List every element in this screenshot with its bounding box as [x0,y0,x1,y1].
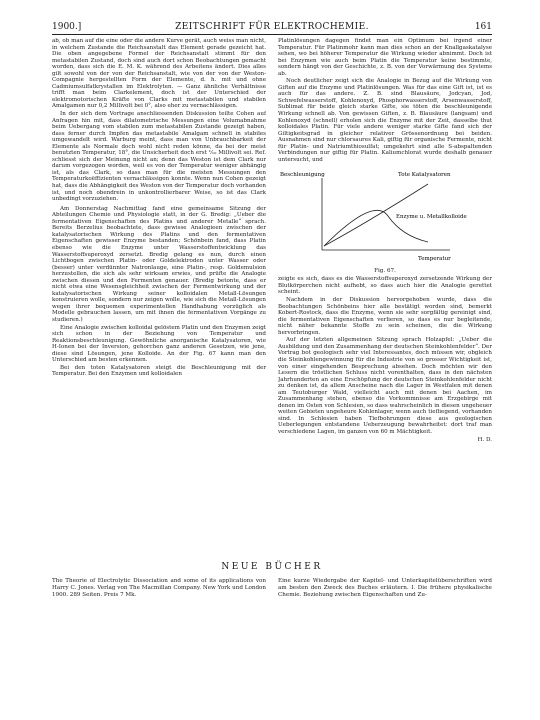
page-number: 161 [474,22,492,32]
paragraph: Am Donnerstag Nachmittag fand eine gemeinsame Sitzung der Abteilungen Chemie und Physiologie statt, in der G. Bredig: „Ueber die fermentativen Eigenschaften des Platins und anderer Metalle“ sprach. Bereits Berzelius beobachtete, dass gewisse Analogieen zwischen der katalysatorischen Wirkung des Platins und den fermentativen Eigenschaften gewisser Enzyme bestanden; Schönbein fand, dass Platin ebenso wie die Enzyme unter Wasserstoffentwicklung das Wasserstoffsuperoxyd zersetzt. Bredig gelang es nun, durch einen Lichtbogen zwischen Platin- oder Goldelektroden unter Wasser oder (besser) unter verdünnter Natronlauge, eine Platin-, resp. Goldemulsion herzustellen, die sich als sehr wirksam erwies, und prüfte die Analogie zwischen diesen und den Fermenten genauer. (Bredig betonte, dass er nicht etwa eine Wesensgleichheit zwischen der Fermentwirkung und der katalysatorischen Wirkung seiner kolloidalen Metall-Lösungen konstruieren wolle, sondern nur zeigen wolle, wie sich die Metall-Lösungen wegen ihrer bequemen experimentellen Handhabung vorzüglich als Modelle gebrauchen lassen, um mit ihnen die fermentativen Vorgänge zu studieren.) [52,205,266,323]
enzyme-label: Enzyme u. Metallkolloide [396,214,467,221]
x-axis-label: Temperatur [418,256,451,263]
figure-67 [278,164,492,268]
running-header [52,20,492,35]
figure-caption: Fig. 67. [374,268,396,275]
journal-title: ZEITSCHRIFT FÜR ELEKTROCHEMIE. [175,22,369,32]
y-axis-label: Beschleunigung [280,172,325,179]
book-entry [52,578,266,599]
figure-diagram [278,164,492,264]
book-review-section [52,578,492,638]
author-signature: H. D. [477,436,492,443]
article-columns [52,38,492,558]
paragraph: In der sich dem Vortrage anschliessenden Diskussion teilte Cohen auf Anfragen hin mit, dass dilatometrische Messungen eine Volumabnahme beim Uebergang vom stabilen zum metastabilen Zustande gezeigt haben, dass ferner durch Impfen das metastabile Amalgam schnell in stabiles umgewandelt wird. Warburg meint, dass man von Unbrauchbarkeit der Elemente als Normale doch wohl nicht reden könne, da bei der meist benutzten Temperatur, 18°, die Unsicherheit doch erst ¹⁄₁₀ Millivolt sei. Ref. schliesst sich der Meinung nicht an; denn das Weston ist dem Clark nur darum vorgezogen worden, weil es von der Temperatur weniger abhängig ist, als das Clark, so dass man für die meisten Messungen den Temperaturkoëffizienten vernachlässigen konnte. Wenn nun Cohen gezeigt hat, dass die Abhängigkeit des Weston von der Temperatur doch vorhanden ist, und noch obendrein in unkontrollierbarer Weise, so ist das Clark unbedingt vorzuziehen. [52,111,266,203]
paragraph: Noch deutlicher zeigt sich die Analogie in Bezug auf die Wirkung von Giften auf die Enzyme und Platinlösungen. Was für das eine Gift ist, ist es auch für das andere. Z. B. sind Blausäure, Jodcyan, Jod, Schwefelwasserstoff, Kohlenoxyd, Phosphorwasserstoff, Arsenwasserstoff, Sublimat für beide gleich starke Gifte, sie töten die beschleunigende Wirkung schnell ab. Von gewissen Giften, z. B. Blausäure (langsam) und Kohlenoxyd (schnell) erholen sich die Enzyme mit der Zeit, dasselbe thut kolloidales Platin. Für viele andere weniger starke Gifte fand sich der Giltigkeitsgrad in gleicher relativer Grössenordnung bei beiden. Ausnahmen sind nur chlorsaures Kali, giftig für organische Fermente, nicht für Platin- und Natriumthiosulfat; umgekehrt sind alle S-abspaltenden Verbindungen nur giftig für Platin. Kaliumchlorat wurde deshalb genauer untersucht, und [278,78,492,163]
paragraph: ab, ob man auf die eine oder die andere Kurve gerät, auch weiss man nicht, in welchem Zustande die Reichsanstalt das Element gerade gezeicht hat. Die oben angegebene Formel der Reichsanstalt stimmt für den metastabilen Zustand, doch sind auch dort schon Beobachtungen gemacht worden, dass sich die E. M. K. während des Arbeitens ändert. Dies alles gilt sowohl von der von der Reichsanstalt, wie von der von der Weston-Compagnie hergestellten Form der Elemente, d. h. mit und ohne Cadmiumsulfatkrystallen im Elektrolyten. — Ganz ähnliche Verhältnisse trifft man beim Clarkelement, doch ist der Unterschied der elektromotorischen Kräfte von Clarks mit metastabilen und stabilen Amalgamen nur 0,2 Millivolt bei 0°, also eher zu vernachlässigen. [52,38,266,110]
issue-year: 1900.] [52,22,82,32]
paragraph: Eine kurze Wiedergabe der Kapitel- und Unterkapitelüberschriften wird am besten den Zweck des Buches erläutern. I. Die frühere physikalische Chemie. Beziehung zwischen Eigenschaften und Zu- [278,578,492,598]
paragraph: Eine Analogie zwischen kolloidal gelöstem Platin und den Enzymen zeigt sich schon in der Beziehung von Temperatur und Reaktionsbeschleunigung. Gewöhnliche anorganische Katalysatoren, wie H-Ionen bei der Inversion, gehorchen ganz anderen Gesetzen, wie jene, diese sind Lösungen, jene Kolloide. An der Fig. 67 kann man den Unterschied am besten erkennen. [52,324,266,364]
paragraph: Platinlösungen dagegen findet man ein Optimum bei irgend einer Temperatur. Für Platinmohr kann man dies schon an der Knallgaskatalyse sehen, wo bei höherer Temperatur die Wirkung wieder abnimmt. Doch ist bei Enzymen wie auch beim Platin die Temperatur keine bestimmte, sondern hängt von der Geschichte, z. B. von der Vorwärmung des Systems ab. [278,38,492,77]
paragraph: zeigte es sich, dass es die Wasserstoffsuperoxyd zersetzende Wirkung der Blutkörperchen nicht aufhebt, so dass auch hier die Analogie gerettet scheint. [278,276,492,296]
journal-page [52,20,492,710]
paragraph: Bei den toten Katalysatoren steigt die Beschleunigung mit der Temperatur. Bei den Enzymen und kolloidalen [52,364,266,378]
book-citation: The Theorie of Electrolytic Dissociation and some of its applications von Harry C. Jones. Verlag von The Macmillan Company. New York und London 1900. 289 Seiten. Preis 7 Mk. [52,578,266,598]
left-column [52,38,266,558]
right-column [278,38,492,558]
section-title: NEUE BÜCHER [221,562,323,572]
paragraph: Auf der letzten allgemeinen Sitzung sprach Holzapfel: „Ueber die Ausbildung und den Zusammenhang der deutschen Steinkohlenfelder“. Der Vortrag bot geologisch sehr viel Interessantes, doch müssen wir, obgleich die Steinkohlengewinnung für die Industrie von so grosser Wichtigkeit ist, von einer eingehenden Besprechung absehen. Doch möchten wir den Lesern die tröstlichen Schluss nicht vorenthalten, dass in den nächsten Jahrhunderten an eine Erschöpfung der deutschen Steinkohlenfelder nicht zu denken ist, da allem Anscheine nach die Lager in Westfalen mit denen am Teutoburger Wald, vielleicht auch mit denen bei Aachen, im Zusammenhang stehen, ebenso die Vorkommnisse am Erzgebirge mit denen im Osten von Schlesien, so dass wahrscheinlich in diesen ungeheuer weiten Gebieten ungeheure Kohlenlager, wenn auch tiefliegend, vorhanden sind. In Schlesien haben Tiefbohrungen diese aus geologischen Ueberlegungen entstandene Ueberzeugung bewahrheitet: dort traf man verschiedene Lagen, im ganzen von 60 m Mächtigkeit. [278,337,492,435]
book-review-text [278,578,492,599]
dead-catalyst-label: Tote Katalysatoren [398,172,451,179]
paragraph: Nachdem in der Diskussion hervorgehoben wurde, dass die Beobachtungen Schönbeins hier alle bestätigt worden sind, bemerkt Kobert-Rostock, dass die Enzyme, wenn sie sehr sorgfältig gereinigt sind, die fermentativen Eigenschaften verlieren, so dass es nur begleitende, nicht näher bekannte Stoffe zu sein scheinen, die die Wirkung hervorbringen. [278,297,492,336]
